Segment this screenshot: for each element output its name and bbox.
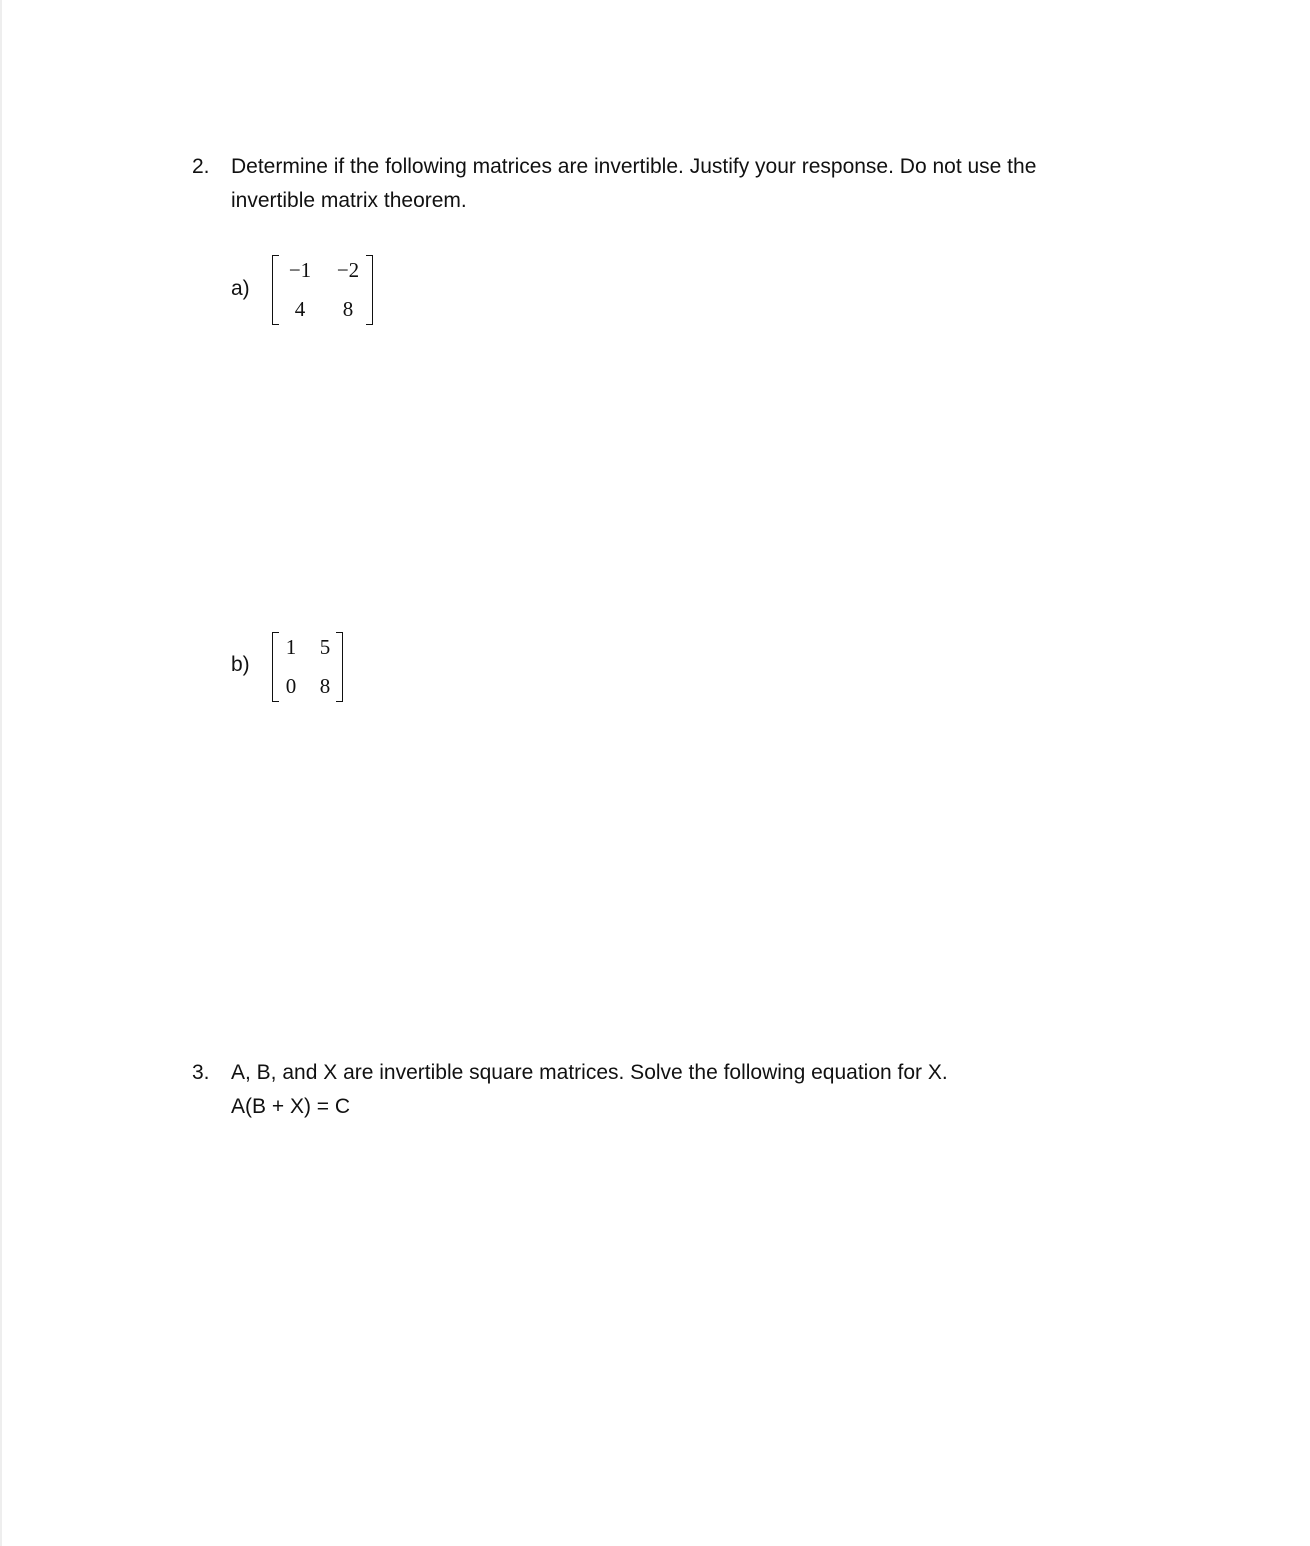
- question-2-number: 2.: [192, 155, 210, 178]
- matrix-a-cell-r1c1: −1: [288, 258, 312, 282]
- matrix-b-cell-r2c2: 8: [319, 674, 331, 698]
- matrix-b-right-bracket: [336, 632, 343, 702]
- matrix-b-left-bracket: [272, 632, 279, 702]
- question-2-line-2: invertible matrix theorem.: [231, 189, 467, 212]
- matrix-a-cell-r1c2: −2: [336, 258, 360, 282]
- matrix-a-cell-r2c1: 4: [294, 297, 306, 321]
- matrix-a-right-bracket: [366, 255, 373, 325]
- matrix-a: [272, 255, 373, 325]
- matrix-b-cell-r1c1: 1: [285, 635, 297, 659]
- part-b-label: b): [231, 653, 250, 676]
- matrix-b-cell-r1c2: 5: [319, 635, 331, 659]
- question-3-text: [231, 1056, 1111, 1124]
- matrix-b: [272, 632, 343, 702]
- question-3-equation: A(B + X) = C: [231, 1095, 351, 1118]
- question-2-line-1: Determine if the following matrices are invertible. Justify your response. Do not use the: [231, 155, 1037, 178]
- question-3-number: 3.: [192, 1061, 210, 1084]
- question-2-text: [231, 150, 1111, 218]
- page-edge: [0, 0, 2, 1546]
- matrix-a-left-bracket: [272, 255, 279, 325]
- part-a-label: a): [231, 277, 250, 300]
- matrix-b-cell-r2c1: 0: [285, 674, 297, 698]
- matrix-a-cell-r2c2: 8: [342, 297, 354, 321]
- question-3-line-1: A, B, and X are invertible square matrices. Solve the following equation for X.: [231, 1061, 948, 1084]
